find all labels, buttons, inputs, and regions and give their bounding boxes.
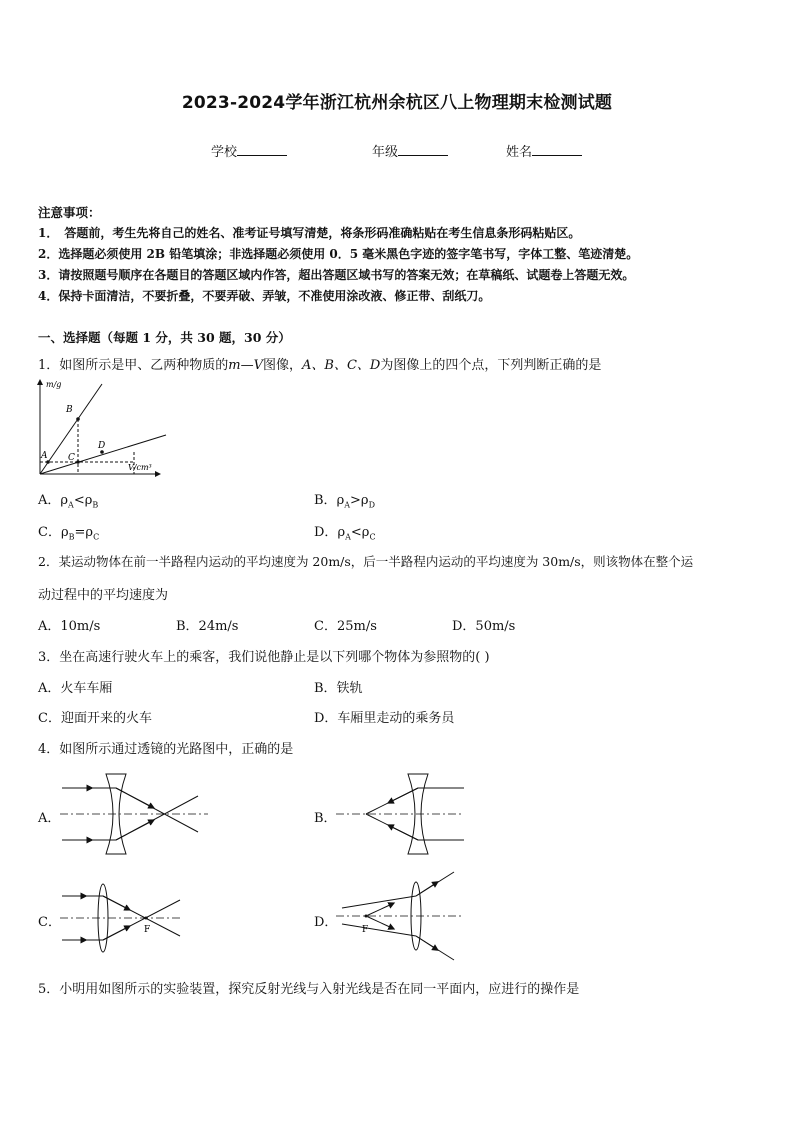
relation: >: [350, 493, 361, 508]
page-title: 2023-2024学年浙江杭州余杭区八上物理期末检测试题: [181, 93, 613, 113]
q4-option-d-label[interactable]: D．: [314, 915, 338, 930]
focus-point: [365, 915, 368, 918]
notes-heading: 注意事项：: [38, 205, 101, 220]
q2-option-b[interactable]: B．24m/s: [176, 619, 239, 634]
point-c: [76, 460, 80, 464]
question-1-stem: [38, 354, 601, 373]
rho: ρ: [336, 493, 345, 508]
q1-stem-mid: 图像，: [263, 358, 303, 373]
label-b: B: [66, 405, 73, 415]
relation: =: [74, 525, 86, 540]
section-heading: 一、选择题（每题 1 分，共 30 题，30 分）: [38, 330, 291, 345]
q1-option-b[interactable]: [314, 489, 375, 510]
ray-out-arrow: [103, 927, 128, 940]
point-b: [76, 417, 80, 421]
q1-stem-points: A、B、C、D: [302, 358, 381, 373]
rho: ρ: [337, 525, 346, 540]
sub: A: [68, 500, 74, 510]
q1-stem-suffix: 为图像上的四个点，下列判断正确的是: [380, 358, 602, 373]
sub: C: [369, 532, 376, 542]
grade-blank: [398, 143, 448, 156]
q4-option-b-label[interactable]: B．: [314, 811, 337, 826]
q2-option-d[interactable]: D．50m/s: [452, 619, 516, 634]
label-c: C: [68, 453, 75, 463]
ray-out-arrow: [103, 896, 128, 909]
relation: <: [73, 493, 85, 508]
ray-out-arrow: [116, 788, 152, 807]
note-item: 2．选择题必须使用 2B 铅笔填涂；非选择题必须使用 0．5 毫米黑色字迹的签字笔书写，字体工整、笔迹清楚。: [38, 247, 639, 261]
y-axis-label: m/g: [46, 380, 62, 389]
q3-option-a[interactable]: A．火车车厢: [38, 681, 113, 696]
q2-option-c[interactable]: C．25m/s: [314, 619, 377, 634]
question-5-stem: 5．小明用如图所示的实验装置，探究反射光线与入射光线是否在同一平面内，应进行的操作是: [38, 982, 580, 997]
name-blank: [532, 143, 582, 156]
sub: B: [68, 532, 75, 542]
rho: ρ: [60, 493, 69, 508]
q3-option-b[interactable]: B．铁轨: [314, 681, 363, 696]
name-field: [506, 141, 582, 160]
q2-option-a[interactable]: A．10m/s: [38, 619, 101, 634]
school-label: 学校: [211, 145, 238, 160]
q4-diagram-b: [336, 770, 466, 860]
q1-stem-prefix: 1．如图所示是甲、乙两种物质的: [38, 358, 229, 373]
option-letter: B．: [314, 493, 337, 508]
x-axis-label: V/cm³: [128, 463, 152, 472]
sub: A: [345, 532, 351, 542]
question-2-stem-line2: 动过程中的平均速度为: [38, 588, 169, 603]
rho: ρ: [60, 525, 69, 540]
rho: ρ: [85, 525, 94, 540]
question-4-stem: 4．如图所示通过透镜的光路图中，正确的是: [38, 742, 294, 757]
option-letter: D．: [314, 525, 338, 540]
q4-option-a-label[interactable]: A．: [38, 811, 61, 826]
rho: ρ: [84, 493, 93, 508]
sub: B: [92, 500, 99, 510]
sub: A: [344, 500, 350, 510]
sub: C: [93, 532, 100, 542]
q1-option-c[interactable]: [38, 521, 99, 542]
q4-diagram-d: [336, 866, 466, 966]
relation: <: [350, 525, 362, 540]
option-letter: A．: [38, 493, 61, 508]
label-a: A: [41, 451, 48, 461]
option-letter: C．: [38, 525, 61, 540]
q3-option-c[interactable]: C．迎面开来的火车: [38, 711, 152, 726]
school-field: [211, 141, 287, 160]
rho: ρ: [360, 493, 369, 508]
q4-option-c-label[interactable]: C．: [38, 915, 61, 930]
question-3-stem: 3．坐在高速行驶火车上的乘客，我们说他静止是以下列哪个物体为参照物的( ): [38, 650, 490, 665]
sub: D: [368, 500, 375, 510]
note-item: 4．保持卡面清洁，不要折叠，不要弄破、弄皱，不准使用涂改液、修正带、刮纸刀。: [38, 289, 491, 303]
ray-in: [342, 924, 416, 936]
q1-stem-mv: m—V: [228, 358, 263, 373]
rho: ρ: [361, 525, 370, 540]
focus-point: [145, 917, 148, 920]
question-2-stem-line1: 2．某运动物体在前一半路程内运动的平均速度为 20m/s，后一半路程内运动的平均速度为 30m/s，则该物体在整个运: [38, 554, 694, 569]
ray-in: [342, 896, 416, 908]
ray-in-arrow: [366, 904, 392, 916]
focus-label: F: [144, 925, 151, 935]
school-blank: [237, 143, 287, 156]
note-item: 3．请按照题号顺序在各题目的答题区域内作答，超出答题区域书写的答案无效；在草稿纸、试题卷上答题无效。: [38, 268, 635, 282]
ray-in-arrow: [366, 916, 392, 928]
ray-out-arrow: [116, 821, 152, 840]
name-label: 姓名: [506, 145, 533, 160]
q1-option-a[interactable]: [38, 489, 98, 510]
q4-diagram-a: [60, 770, 210, 860]
note-item: 1． 答题前，考生先将自己的姓名、准考证号填写清楚，将条形码准确粘贴在考生信息条形码粘贴区。: [38, 226, 581, 240]
q4-diagram-c: [60, 878, 185, 962]
label-d: D: [98, 441, 106, 451]
q3-option-d[interactable]: D．车厢里走动的乘务员: [314, 711, 455, 726]
q1-mv-graph: [30, 374, 170, 478]
grade-field: [372, 141, 448, 160]
focus-label: F: [362, 925, 369, 935]
grade-label: 年级: [372, 145, 399, 160]
q1-option-d[interactable]: [314, 521, 376, 542]
